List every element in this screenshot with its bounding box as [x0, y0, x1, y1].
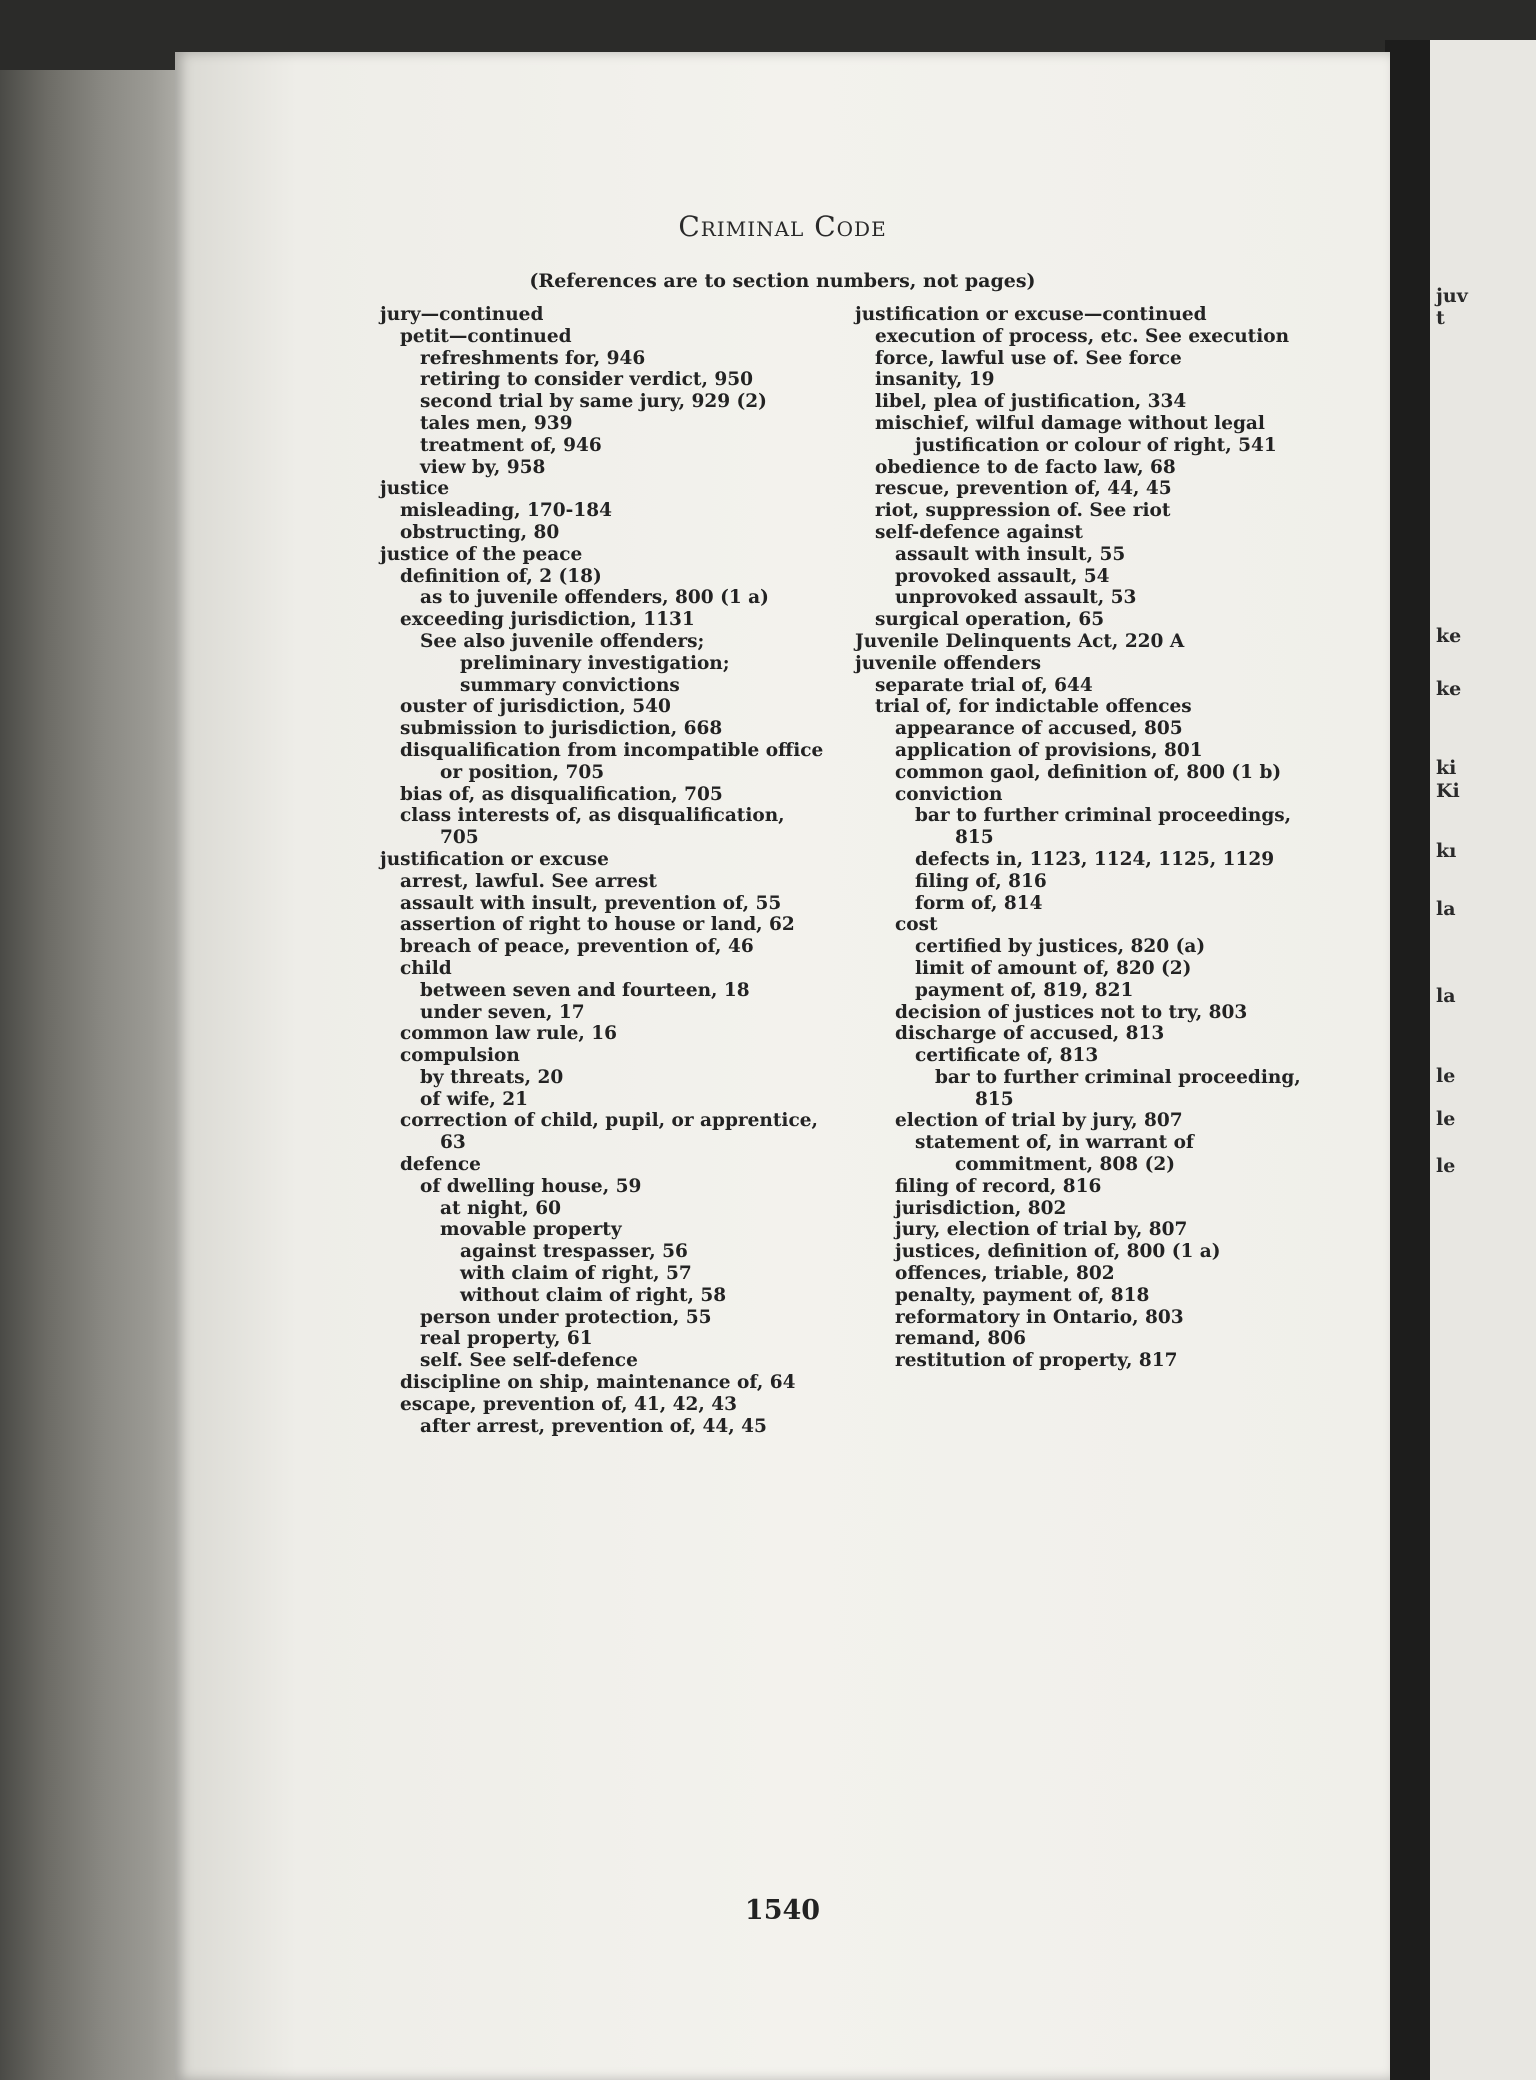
index-entry: cost: [895, 914, 938, 936]
index-entry: assertion of right to house or land, 62: [400, 914, 795, 936]
book-page: [175, 52, 1390, 2080]
index-entry: juvenile offenders: [855, 652, 1041, 674]
index-entry: correction of child, pupil, or apprentice, 63: [400, 1110, 818, 1154]
index-entry: insanity, 19: [875, 369, 995, 391]
index-entry: mischief, wilful damage without legal justification or colour of right, 541: [875, 412, 1277, 456]
index-entry: offences, triable, 802: [895, 1263, 1115, 1285]
index-entry: self-defence against: [875, 521, 1083, 543]
index-entry: arrest, lawful. See arrest: [400, 870, 657, 892]
index-entry: statement of, in warrant of commitment, 808 (2): [915, 1132, 1194, 1176]
index-entry: without claim of right, 58: [460, 1284, 727, 1306]
facing-page-fragment: la: [1436, 898, 1456, 920]
index-entry: jurisdiction, 802: [895, 1197, 1067, 1219]
index-column-right: [855, 304, 1310, 1372]
index-entry: jury, election of trial by, 807: [895, 1219, 1188, 1241]
index-entry: penalty, payment of, 818: [895, 1284, 1150, 1306]
index-entry: as to juvenile offenders, 800 (1 a): [420, 587, 769, 609]
index-entry: libel, plea of justification, 334: [875, 391, 1187, 413]
index-entry: justification or excuse: [380, 848, 609, 870]
facing-page-fragment: t: [1436, 307, 1445, 329]
index-entry: assault with insult, 55: [895, 543, 1126, 565]
index-entry: after arrest, prevention of, 44, 45: [420, 1415, 767, 1437]
index-entry: appearance of accused, 805: [895, 718, 1183, 740]
index-entry: certificate of, 813: [915, 1045, 1099, 1067]
index-entry: defence: [400, 1154, 481, 1176]
index-entry: at night, 60: [440, 1197, 562, 1219]
facing-page-fragment: kı: [1436, 840, 1457, 862]
facing-page-fragment: ki: [1436, 757, 1457, 779]
facing-page-fragment: le: [1436, 1108, 1456, 1130]
index-entry: against trespasser, 56: [460, 1241, 688, 1263]
index-entry: application of provisions, 801: [895, 739, 1203, 761]
index-entry: of wife, 21: [420, 1088, 529, 1110]
facing-page-edge: [1430, 40, 1536, 2080]
index-entry: justification or excuse—continued: [855, 304, 1207, 325]
index-entry: decision of justices not to try, 803: [895, 1001, 1248, 1023]
index-entry: tales men, 939: [420, 412, 573, 434]
index-entry: justice of the peace: [380, 543, 583, 565]
page-number: 1540: [744, 1895, 821, 1926]
index-entry: second trial by same jury, 929 (2): [420, 391, 767, 413]
index-entry: remand, 806: [895, 1328, 1026, 1350]
index-entry: bar to further criminal proceeding, 815: [935, 1066, 1301, 1110]
index-entry: real property, 61: [420, 1328, 593, 1350]
facing-page-fragment: ke: [1436, 678, 1462, 700]
index-entry: rescue, prevention of, 44, 45: [875, 478, 1172, 500]
index-entry: obstructing, 80: [400, 521, 560, 543]
index-entry: assault with insult, prevention of, 55: [400, 892, 782, 914]
index-entry: filing of, 816: [915, 870, 1047, 892]
index-entry: under seven, 17: [420, 1001, 585, 1023]
index-entry: See also juvenile offenders; preliminary investigation; summary convictions: [420, 630, 730, 696]
facing-page-fragment: juv: [1436, 285, 1468, 307]
index-entry: view by, 958: [420, 456, 546, 478]
index-entry: self. See self-defence: [420, 1350, 638, 1372]
index-entry: restitution of property, 817: [895, 1350, 1178, 1372]
index-entry: refreshments for, 946: [420, 347, 646, 369]
index-entry: child: [400, 957, 452, 979]
index-entry: filing of record, 816: [895, 1175, 1102, 1197]
index-entry: certified by justices, 820 (a): [915, 936, 1206, 958]
index-entry: petit—continued: [400, 325, 572, 347]
index-entry: trial of, for indictable offences: [875, 696, 1192, 718]
index-entry: unprovoked assault, 53: [895, 587, 1137, 609]
index-entry: reformatory in Ontario, 803: [895, 1306, 1184, 1328]
index-entry: escape, prevention of, 41, 42, 43: [400, 1393, 738, 1415]
index-entry: riot, suppression of. See riot: [875, 500, 1171, 522]
facing-page-fragment: la: [1436, 985, 1456, 1007]
index-entry: by threats, 20: [420, 1066, 564, 1088]
index-entry: Juvenile Delinquents Act, 220 A: [855, 630, 1185, 652]
facing-page-fragment: ke: [1436, 625, 1462, 647]
index-entry: discharge of accused, 813: [895, 1023, 1165, 1045]
index-entry: surgical operation, 65: [875, 609, 1105, 631]
index-entry: bar to further criminal proceedings, 815: [915, 805, 1292, 849]
page-title: Criminal Code: [678, 210, 887, 243]
index-entry: common gaol, definition of, 800 (1 b): [895, 761, 1282, 783]
index-entry: between seven and fourteen, 18: [420, 979, 750, 1001]
index-entry: execution of process, etc. See execution: [875, 325, 1290, 347]
page-subtitle: (References are to section numbers, not pages): [529, 270, 1036, 292]
index-entry: justices, definition of, 800 (1 a): [895, 1241, 1221, 1263]
index-column-left: [380, 304, 825, 1437]
index-entry: obedience to de facto law, 68: [875, 456, 1176, 478]
index-entry: ouster of jurisdiction, 540: [400, 696, 671, 718]
index-entry: discipline on ship, maintenance of, 64: [400, 1372, 796, 1394]
index-entry: justice: [380, 478, 450, 500]
index-entry: payment of, 819, 821: [915, 979, 1134, 1001]
index-entry: form of, 814: [915, 892, 1043, 914]
index-entry: common law rule, 16: [400, 1023, 617, 1045]
index-entry: class interests of, as disqualification, 705: [400, 805, 785, 849]
index-entry: submission to jurisdiction, 668: [400, 718, 723, 740]
index-entry: definition of, 2 (18): [400, 565, 602, 587]
facing-page-fragment: le: [1436, 1065, 1456, 1087]
index-entry: jury—continued: [380, 304, 544, 325]
index-entry: movable property: [440, 1219, 622, 1241]
index-entry: election of trial by jury, 807: [895, 1110, 1183, 1132]
facing-page-fragment: le: [1436, 1155, 1456, 1177]
index-entry: bias of, as disqualification, 705: [400, 783, 723, 805]
index-entry: separate trial of, 644: [875, 674, 1093, 696]
index-entry: exceeding jurisdiction, 1131: [400, 609, 695, 631]
index-entry: conviction: [895, 783, 1003, 805]
index-entry: with claim of right, 57: [460, 1263, 692, 1285]
index-entry: person under protection, 55: [420, 1306, 712, 1328]
index-entry: misleading, 170-184: [400, 500, 612, 522]
index-entry: treatment of, 946: [420, 434, 602, 456]
index-entry: disqualification from incompatible office or position, 705: [400, 739, 824, 783]
book-spine: [0, 70, 190, 2080]
facing-page-fragment: Ki: [1436, 780, 1460, 802]
index-entry: of dwelling house, 59: [420, 1175, 642, 1197]
index-entry: force, lawful use of. See force: [875, 347, 1182, 369]
index-entry: limit of amount of, 820 (2): [915, 957, 1192, 979]
index-entry: provoked assault, 54: [895, 565, 1110, 587]
index-entry: defects in, 1123, 1124, 1125, 1129: [915, 848, 1275, 870]
index-entry: retiring to consider verdict, 950: [420, 369, 753, 391]
index-entry: compulsion: [400, 1045, 520, 1067]
index-entry: breach of peace, prevention of, 46: [400, 936, 754, 958]
